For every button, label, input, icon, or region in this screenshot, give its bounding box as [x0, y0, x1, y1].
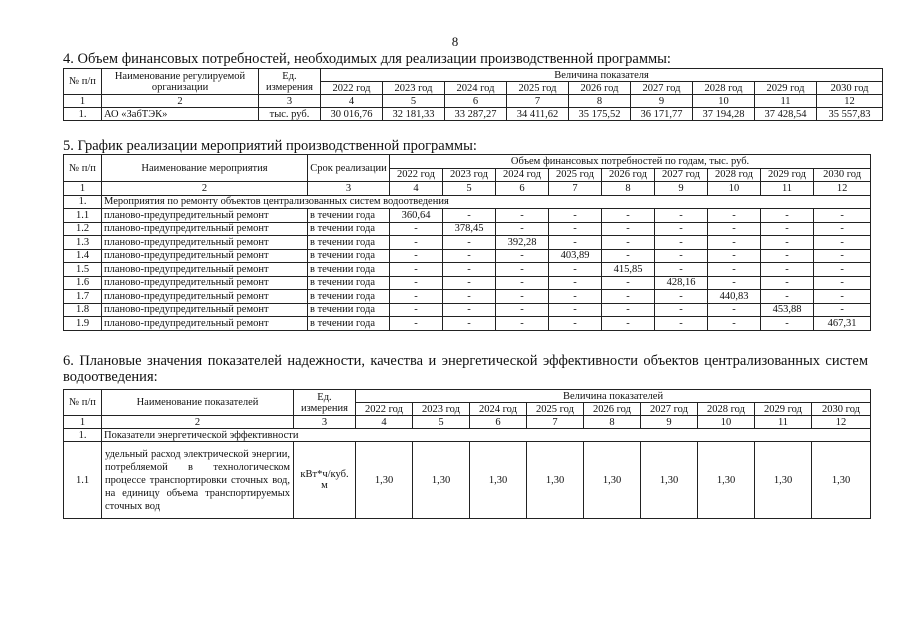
table-row — [64, 276, 871, 290]
col-number: 7 — [549, 182, 602, 196]
col-number: 11 — [755, 95, 817, 108]
value-cell: - — [761, 276, 814, 290]
row-num: 1.3 — [64, 236, 102, 250]
value-cell: 35 175,52 — [569, 108, 631, 121]
col-number: 2 — [102, 95, 259, 108]
value-cell: - — [390, 317, 443, 331]
financial-needs-table — [63, 68, 883, 121]
year-header: 2030 год — [812, 403, 871, 416]
header-unit: Ед. измерения — [259, 69, 321, 95]
col-number: 9 — [641, 416, 698, 429]
header-indicator-name: Наименование показателей — [102, 390, 294, 416]
col-number: 5 — [413, 416, 470, 429]
value-cell: - — [443, 209, 496, 223]
value-cell: 1,30 — [413, 442, 470, 519]
column-number-row — [64, 416, 871, 429]
value-cell: - — [549, 303, 602, 317]
table-row — [64, 290, 871, 304]
col-number: 7 — [507, 95, 569, 108]
year-header: 2025 год — [527, 403, 584, 416]
value-cell: 32 181,33 — [383, 108, 445, 121]
term-cell: в течении года — [308, 317, 390, 331]
indicators-table — [63, 389, 871, 519]
col-number: 12 — [817, 95, 883, 108]
value-cell: - — [549, 236, 602, 250]
year-header: 2028 год — [693, 82, 755, 95]
value-cell: - — [655, 290, 708, 304]
value-cell: - — [549, 317, 602, 331]
col-number: 11 — [761, 182, 814, 196]
value-cell: - — [708, 317, 761, 331]
year-header: 2025 год — [549, 168, 602, 182]
table-row — [64, 303, 871, 317]
col-number: 10 — [698, 416, 755, 429]
year-header: 2029 год — [755, 82, 817, 95]
value-cell: - — [655, 303, 708, 317]
value-cell: 360,64 — [390, 209, 443, 223]
value-cell: - — [496, 317, 549, 331]
row-num: 1.7 — [64, 290, 102, 304]
activity-name: планово-предупредительный ремонт — [102, 276, 308, 290]
col-number: 9 — [655, 182, 708, 196]
value-cell: 1,30 — [755, 442, 812, 519]
year-header: 2022 год — [356, 403, 413, 416]
row-num: 1.9 — [64, 317, 102, 331]
table-row — [64, 442, 871, 519]
value-cell: - — [390, 303, 443, 317]
group-row — [64, 195, 871, 209]
value-cell: - — [443, 263, 496, 277]
value-cell: 35 557,83 — [817, 108, 883, 121]
unit-cell: тыс. руб. — [259, 108, 321, 121]
value-cell: - — [655, 317, 708, 331]
value-cell: - — [761, 249, 814, 263]
table-row — [64, 263, 871, 277]
year-header: 2024 год — [470, 403, 527, 416]
value-cell: - — [655, 236, 708, 250]
header-activity-name: Наименование мероприятия — [102, 155, 308, 182]
col-number: 3 — [259, 95, 321, 108]
value-cell: 403,89 — [549, 249, 602, 263]
value-cell: - — [814, 290, 871, 304]
col-number: 7 — [527, 416, 584, 429]
year-header: 2029 год — [761, 168, 814, 182]
year-header: 2027 год — [641, 403, 698, 416]
header-num: № п/п — [64, 155, 102, 182]
row-num: 1.8 — [64, 303, 102, 317]
value-cell: - — [655, 263, 708, 277]
value-cell: 1,30 — [470, 442, 527, 519]
value-cell: - — [655, 249, 708, 263]
table-row — [64, 317, 871, 331]
table-row — [64, 209, 871, 223]
section4-heading: 4. Объем финансовых потребностей, необходимых для реализации производственной программы: — [63, 51, 671, 67]
year-header: 2023 год — [413, 403, 470, 416]
value-cell: - — [708, 236, 761, 250]
value-cell: 378,45 — [443, 222, 496, 236]
col-number: 6 — [496, 182, 549, 196]
activity-name: планово-предупредительный ремонт — [102, 303, 308, 317]
year-header: 2022 год — [390, 168, 443, 182]
col-number: 3 — [308, 182, 390, 196]
column-number-row — [64, 182, 871, 196]
value-cell: - — [761, 317, 814, 331]
value-cell: - — [496, 276, 549, 290]
value-cell: - — [602, 222, 655, 236]
value-cell: - — [390, 263, 443, 277]
value-cell: 30 016,76 — [321, 108, 383, 121]
value-cell: - — [549, 290, 602, 304]
col-number: 8 — [569, 95, 631, 108]
value-cell: 1,30 — [698, 442, 755, 519]
value-cell: - — [708, 303, 761, 317]
value-cell: - — [602, 290, 655, 304]
value-cell: - — [708, 276, 761, 290]
value-cell: - — [708, 249, 761, 263]
col-number: 9 — [631, 95, 693, 108]
group-label: Показатели энергетической эффективности — [102, 429, 871, 442]
value-cell: 1,30 — [812, 442, 871, 519]
value-cell: - — [496, 209, 549, 223]
value-cell: 1,30 — [527, 442, 584, 519]
activity-name: планово-предупредительный ремонт — [102, 263, 308, 277]
value-cell: - — [549, 209, 602, 223]
value-cell: - — [602, 276, 655, 290]
value-cell: - — [814, 236, 871, 250]
value-cell: - — [549, 222, 602, 236]
header-unit: Ед. измерения — [294, 390, 356, 416]
group-num: 1. — [64, 195, 102, 209]
value-cell: - — [602, 317, 655, 331]
year-header: 2026 год — [602, 168, 655, 182]
value-cell: - — [761, 263, 814, 277]
value-cell: - — [761, 209, 814, 223]
row-num: 1.1 — [64, 209, 102, 223]
value-cell: - — [496, 249, 549, 263]
row-num: 1.5 — [64, 263, 102, 277]
year-header: 2024 год — [496, 168, 549, 182]
col-number: 5 — [383, 95, 445, 108]
value-cell: - — [496, 263, 549, 277]
section6-heading: 6. Плановые значения показателей надежности, качества и энергетической эффективности объектов централизованных систем водоотведения: — [63, 353, 868, 385]
value-cell: 37 428,54 — [755, 108, 817, 121]
year-header: 2026 год — [569, 82, 631, 95]
value-cell: - — [443, 290, 496, 304]
value-cell: - — [443, 276, 496, 290]
value-cell: 36 171,77 — [631, 108, 693, 121]
header-org-name: Наименование регулируемой организации — [102, 69, 259, 95]
col-number: 6 — [445, 95, 507, 108]
row-num: 1.2 — [64, 222, 102, 236]
table-row — [64, 222, 871, 236]
value-cell: - — [708, 263, 761, 277]
col-number: 6 — [470, 416, 527, 429]
term-cell: в течении года — [308, 209, 390, 223]
year-header: 2028 год — [698, 403, 755, 416]
col-number: 1 — [64, 416, 102, 429]
year-header: 2023 год — [443, 168, 496, 182]
group-num: 1. — [64, 429, 102, 442]
value-cell: - — [708, 209, 761, 223]
col-number: 3 — [294, 416, 356, 429]
term-cell: в течении года — [308, 303, 390, 317]
header-term: Срок реализации — [308, 155, 390, 182]
header-value-group: Объем финансовых потребностей по годам, тыс. руб. — [390, 155, 871, 169]
col-number: 10 — [693, 95, 755, 108]
col-number: 8 — [602, 182, 655, 196]
value-cell: 33 287,27 — [445, 108, 507, 121]
value-cell: 440,83 — [708, 290, 761, 304]
value-cell: - — [443, 317, 496, 331]
col-number: 5 — [443, 182, 496, 196]
year-header: 2026 год — [584, 403, 641, 416]
term-cell: в течении года — [308, 276, 390, 290]
column-number-row — [64, 95, 883, 108]
col-number: 8 — [584, 416, 641, 429]
value-cell: - — [814, 276, 871, 290]
row-num: 1. — [64, 108, 102, 121]
section5-heading: 5. График реализации мероприятий производственной программы: — [63, 138, 477, 154]
value-cell: - — [390, 236, 443, 250]
value-cell: - — [761, 236, 814, 250]
header-value-group: Величина показателя — [321, 69, 883, 82]
value-cell: - — [814, 249, 871, 263]
schedule-table — [63, 154, 871, 331]
year-header: 2030 год — [814, 168, 871, 182]
value-cell: - — [602, 209, 655, 223]
header-value-group: Величина показателей — [356, 390, 871, 403]
org-name: АО «ЗабТЭК» — [102, 108, 259, 121]
term-cell: в течении года — [308, 263, 390, 277]
value-cell: 428,16 — [655, 276, 708, 290]
value-cell: 1,30 — [584, 442, 641, 519]
table-row — [64, 249, 871, 263]
value-cell: - — [655, 209, 708, 223]
value-cell: - — [814, 303, 871, 317]
value-cell: - — [496, 290, 549, 304]
year-header: 2030 год — [817, 82, 883, 95]
row-num: 1.1 — [64, 442, 102, 519]
header-num: № п/п — [64, 390, 102, 416]
year-header: 2023 год — [383, 82, 445, 95]
group-label: Мероприятия по ремонту объектов централизованных систем водоотведения — [102, 195, 871, 209]
year-header: 2029 год — [755, 403, 812, 416]
activity-name: планово-предупредительный ремонт — [102, 317, 308, 331]
table-row — [64, 236, 871, 250]
activity-name: планово-предупредительный ремонт — [102, 236, 308, 250]
activity-name: планово-предупредительный ремонт — [102, 222, 308, 236]
value-cell: 1,30 — [356, 442, 413, 519]
value-cell: - — [814, 263, 871, 277]
value-cell: 34 411,62 — [507, 108, 569, 121]
col-number: 12 — [814, 182, 871, 196]
value-cell: 1,30 — [641, 442, 698, 519]
value-cell: 392,28 — [496, 236, 549, 250]
value-cell: - — [602, 303, 655, 317]
col-number: 11 — [755, 416, 812, 429]
col-number: 1 — [64, 95, 102, 108]
value-cell: - — [496, 222, 549, 236]
col-number: 2 — [102, 416, 294, 429]
year-header: 2022 год — [321, 82, 383, 95]
year-header: 2025 год — [507, 82, 569, 95]
activity-name: планово-предупредительный ремонт — [102, 290, 308, 304]
value-cell: - — [549, 276, 602, 290]
value-cell: - — [814, 222, 871, 236]
value-cell: - — [390, 276, 443, 290]
table-row — [64, 108, 883, 121]
value-cell: - — [549, 263, 602, 277]
value-cell: - — [443, 303, 496, 317]
col-number: 4 — [321, 95, 383, 108]
value-cell: - — [443, 236, 496, 250]
group-row — [64, 429, 871, 442]
unit-cell: кВт*ч/куб. м — [294, 442, 356, 519]
header-num: № п/п — [64, 69, 102, 95]
col-number: 12 — [812, 416, 871, 429]
row-num: 1.6 — [64, 276, 102, 290]
col-number: 1 — [64, 182, 102, 196]
value-cell: - — [761, 290, 814, 304]
term-cell: в течении года — [308, 249, 390, 263]
value-cell: - — [390, 249, 443, 263]
col-number: 10 — [708, 182, 761, 196]
col-number: 2 — [102, 182, 308, 196]
value-cell: - — [814, 209, 871, 223]
year-header: 2024 год — [445, 82, 507, 95]
value-cell: - — [496, 303, 549, 317]
value-cell: - — [708, 222, 761, 236]
value-cell: - — [602, 236, 655, 250]
activity-name: планово-предупредительный ремонт — [102, 249, 308, 263]
indicator-name: удельный расход электрической энергии, потребляемой в технологическом процессе транспортировки сточных вод, на единицу объема транспортируемых сточных вод — [102, 442, 294, 519]
col-number: 4 — [390, 182, 443, 196]
value-cell: - — [390, 290, 443, 304]
value-cell: - — [655, 222, 708, 236]
col-number: 4 — [356, 416, 413, 429]
value-cell: 415,85 — [602, 263, 655, 277]
term-cell: в течении года — [308, 236, 390, 250]
row-num: 1.4 — [64, 249, 102, 263]
value-cell: 467,31 — [814, 317, 871, 331]
value-cell: 37 194,28 — [693, 108, 755, 121]
term-cell: в течении года — [308, 290, 390, 304]
term-cell: в течении года — [308, 222, 390, 236]
activity-name: планово-предупредительный ремонт — [102, 209, 308, 223]
year-header: 2027 год — [631, 82, 693, 95]
value-cell: - — [390, 222, 443, 236]
year-header: 2028 год — [708, 168, 761, 182]
value-cell: 453,88 — [761, 303, 814, 317]
value-cell: - — [761, 222, 814, 236]
page-number: 8 — [451, 34, 459, 49]
value-cell: - — [602, 249, 655, 263]
value-cell: - — [443, 249, 496, 263]
year-header: 2027 год — [655, 168, 708, 182]
